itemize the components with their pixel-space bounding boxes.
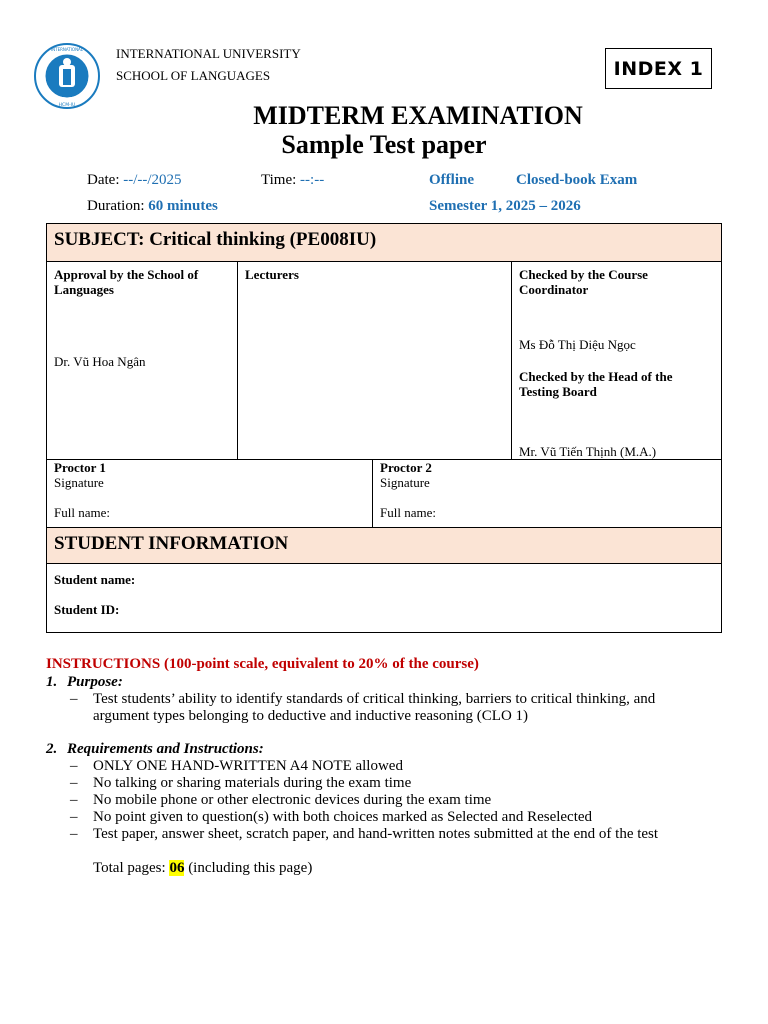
requirement-text: Test paper, answer sheet, scratch paper, and hand-written notes submitted at the end of the test [93,826,659,842]
exam-mode: Offline [429,172,474,188]
svg-text:HCM-IU: HCM-IU [58,103,76,108]
proctor-2-title: Proctor 2 [380,460,432,475]
requirements-heading [46,741,264,758]
proctor-2-fullname: Full name: [380,505,436,520]
requirement-item [70,826,658,843]
university-name: INTERNATIONAL UNIVERSITY [116,46,301,61]
school-approver-name: Dr. Vũ Hoa Ngân [54,354,146,369]
coordinator-header-line1: Checked by the Course [519,267,648,282]
total-pages-label: Total pages: [93,860,166,876]
school-approval-cell [46,261,238,460]
university-seal-icon [32,43,102,109]
dash-bullet: – [70,775,78,791]
testing-board-header-line1: Checked by the Head of the [519,369,673,384]
proctor-1-fullname: Full name: [54,505,110,520]
date-value: --/--/2025 [123,172,182,188]
svg-text:INTERNATIONAL: INTERNATIONAL [50,47,84,52]
date-label: Date: [87,172,120,188]
dash-bullet: – [70,826,78,842]
dash-bullet: – [70,792,78,808]
proctor-1-cell [46,459,373,528]
requirements-number: 2. [46,741,58,757]
requirement-text: No talking or sharing materials during the exam time [93,775,412,791]
book-policy: Closed-book Exam [516,172,638,188]
student-name-label: Student name: [54,572,136,587]
requirement-text: No mobile phone or other electronic devices during the exam time [93,792,492,808]
requirement-item [70,792,491,809]
instructions-heading: INSTRUCTIONS (100-point scale, equivalent to 20% of the course) [46,656,479,672]
proctor-2-cell [372,459,722,528]
duration-field [87,198,218,215]
institution-block [116,43,301,87]
requirement-item [70,775,411,792]
exam-subtitle: Sample Test paper [281,130,487,159]
testing-board-name: Mr. Vũ Tiến Thịnh (M.A.) [519,444,657,459]
coordinator-cell [511,261,722,460]
requirement-item [70,809,592,826]
time-field [261,172,324,189]
dash-bullet: – [70,809,78,825]
subject-header: SUBJECT: Critical thinking (PE008IU) [46,223,722,262]
testing-board-header [519,369,672,399]
school-approval-header-line1: Approval by the School of [54,267,199,282]
total-pages [93,860,312,877]
requirement-text: No point given to question(s) with both choices marked as Selected and Reselected [93,809,593,825]
time-label: Time: [261,172,297,188]
school-name: SCHOOL OF LANGUAGES [116,68,271,83]
student-id-label: Student ID: [54,602,120,617]
school-approval-header-line2: Languages [54,282,114,297]
purpose-heading [46,674,123,691]
requirement-text: ONLY ONE HAND-WRITTEN A4 NOTE allowed [93,758,403,774]
exam-title: MIDTERM EXAMINATION [253,101,583,130]
coordinator-header [519,267,714,297]
time-value: --:-- [300,172,325,188]
purpose-item [70,691,655,708]
proctor-2-signature: Signature [380,475,430,490]
purpose-line-1: Test students’ ability to identify standards of critical thinking, barriers to critical thinking, and [93,691,656,707]
duration-label: Duration: [87,198,145,214]
duration-value: 60 minutes [148,198,218,214]
purpose-number: 1. [46,674,58,690]
dash-bullet: – [70,691,78,707]
requirement-item [70,758,403,775]
total-pages-note: (including this page) [188,860,313,876]
testing-board-header-line2: Testing Board [519,384,597,399]
coordinator-name: Ms Đỗ Thị Diệu Ngọc [519,337,636,352]
student-info-header: STUDENT INFORMATION [46,527,722,564]
proctor-1-signature: Signature [54,475,104,490]
student-info-cell [46,563,722,633]
date-field [87,172,182,189]
dash-bullet: – [70,758,78,774]
purpose-line-2: argument types belonging to deductive and inductive reasoning (CLO 1) [93,708,529,724]
school-approval-header [54,267,230,297]
proctor-1-title: Proctor 1 [54,460,106,475]
requirements-title: Requirements and Instructions: [67,741,264,757]
lecturers-cell [237,261,512,460]
index-label: INDEX 1 [605,48,712,89]
total-pages-value: 06 [169,860,185,876]
lecturers-header: Lecturers [245,267,299,282]
coordinator-header-line2: Coordinator [519,282,589,297]
purpose-title: Purpose: [67,674,123,690]
semester: Semester 1, 2025 – 2026 [429,198,581,214]
